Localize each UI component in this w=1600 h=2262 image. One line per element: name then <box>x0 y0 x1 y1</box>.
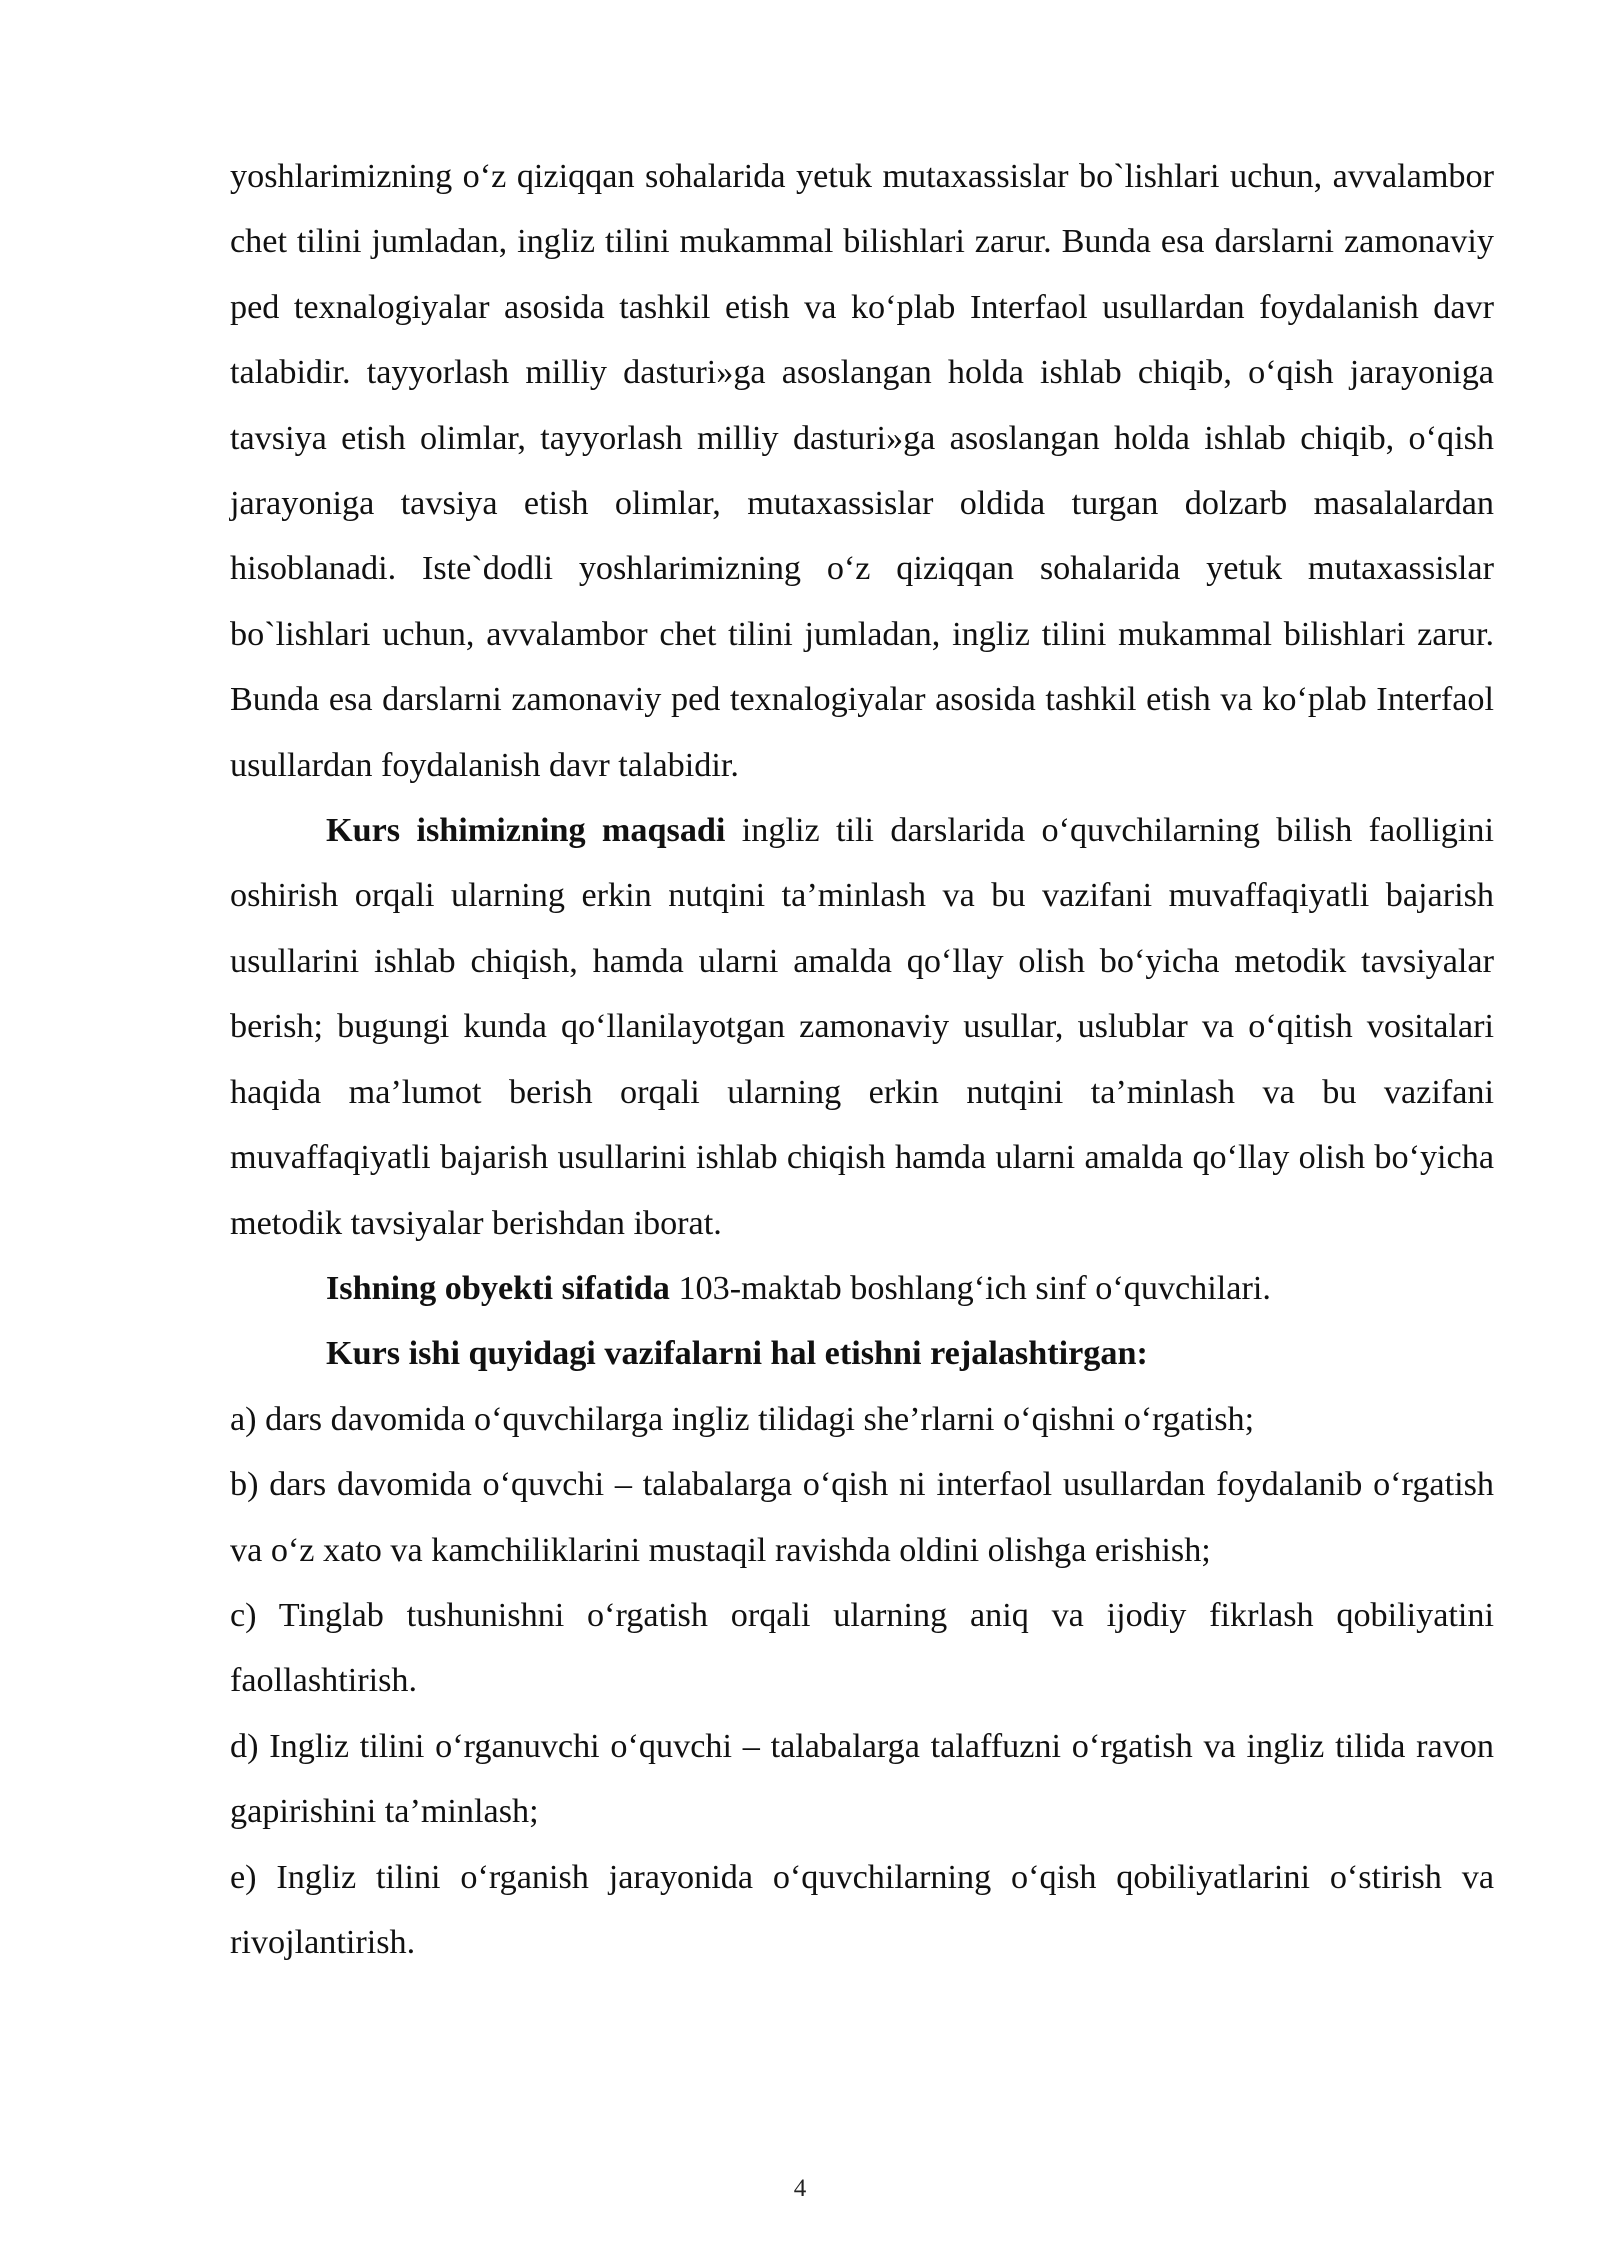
body-paragraph: yoshlarimizning o‘z qiziqqan sohalarida yetuk mutaxassislar bo`lishlari uchun, avvalambor chet tilini jumladan, ingliz tilini mukammal bilishlari zarur. Bunda esa darslarni zamonaviy ped texnalogiyalar asosida tashkil etish va ko‘plab Interfaol usullardan foydalanish davr talabidir. tayyorlash milliy dasturi»ga asoslangan holda ishlab chiqib, o‘qish jarayoniga tavsiya etish olimlar, tayyorlash milliy dasturi»ga asoslangan holda ishlab chiqib, o‘qish jarayoniga tavsiya etish olimlar, mutaxassislar oldida turgan dolzarb masalalardan hisoblanadi. Iste`dodli yoshlarimizning o‘z qiziqqan sohalarida yetuk mutaxassislar bo`lishlari uchun, avvalambor chet tilini jumladan, ingliz tilini mukammal bilishlari zarur. Bunda esa darslarni zamonaviy ped texnalogiyalar asosida tashkil etish va ko‘plab Interfaol usullardan foydalanish davr talabidir. <box>230 158 1494 784</box>
page-number: 4 <box>793 2175 807 2202</box>
object-paragraph <box>230 1256 1494 1321</box>
task-item-e: e) Ingliz tilini o‘rganish jarayonida o‘quvchilarning o‘qish qobiliyatlarini o‘stirish va rivojlantirish. <box>230 1858 1494 1961</box>
tasks-heading: Kurs ishi quyidagi vazifalarni hal etishni rejalashtirgan: <box>326 1335 1148 1373</box>
goal-heading: Kurs ishimizning maqsadi <box>326 812 726 850</box>
object-text: 103-maktab boshlang‘ich sinf o‘quvchilari. <box>669 1269 1271 1307</box>
task-item-d: d) Ingliz tilini o‘rganuvchi o‘quvchi – talabalarga talaffuzni o‘rgatish va ingliz tilida ravon gapirishini ta’minlash; <box>230 1727 1494 1831</box>
goal-paragraph <box>230 798 1494 1256</box>
task-item-b: b) dars davomida o‘quvchi – talabalarga o‘qish ni interfaol usullardan foydalanib o‘rgatish va o‘z xato va kamchiliklarini mustaqil ravishda oldini olishga erishish; <box>230 1466 1494 1569</box>
goal-text: ingliz tili darslarida o‘quvchilarning bilish faolligini oshirish orqali ularning erkin nutqini ta’minlash va bu vazifani muvaffaqiyatli bajarish usullarini ishlab chiqish, hamda ularni amalda qo‘llay olish bo‘yicha metodik tavsiyalar berish; bugungi kunda qo‘llanilayotgan zamonaviy usullar, uslublar va o‘qitish vositalari haqida ma’lumot berish orqali ularning erkin nutqini ta’minlash va bu vazifani muvaffaqiyatli bajarish usullarini ishlab chiqish hamda ularni amalda qo‘llay olish bo‘yicha metodik tavsiyalar berishdan iborat. <box>230 812 1494 1242</box>
object-heading: Ishning obyekti sifatida <box>326 1269 670 1307</box>
page-body <box>230 144 1494 1975</box>
task-item-c: c) Tinglab tushunishni o‘rgatish orqali ularning aniq va ijodiy fikrlash qobiliyatini faollashtirish. <box>230 1596 1494 1700</box>
task-item-a: a) dars davomida o‘quvchilarga ingliz tilidagi she’rlarni o‘qishni o‘rgatish; <box>230 1400 1255 1438</box>
